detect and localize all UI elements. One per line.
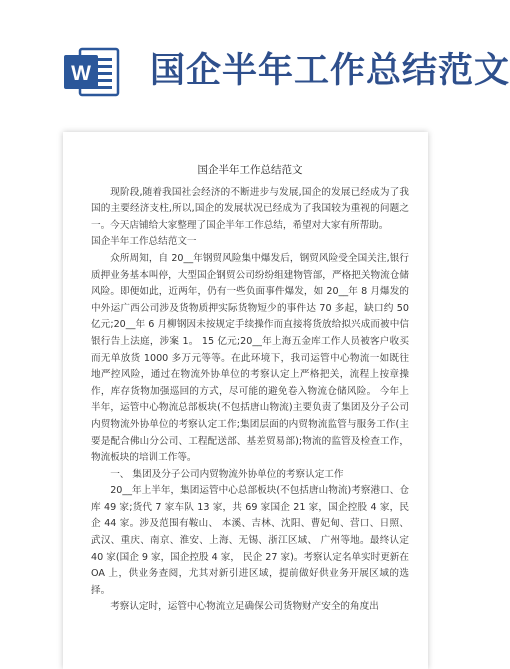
paragraph-1: 众所周知，自 20__年钢贸风险集中爆发后，钢贸风险受全国关注,银行质押业务基本叫停，大型国企钢贸公司纷纷组建物管部，严格把关物流仓储风险。即便如此，近两年，仍有一些负面事件爆发，如 20__年 8 月爆发的中外运广西公司涉及货物质押实际货物短少的事件达 70 多起，缺口约 50 亿元;20__年 6 月柳钢因未按规定手续操作而直接将货放给拟兴成而被中信银行告上法庭，涉案 1。 15 亿元;20__年上海五金库工作人员被客户收买而无单放货 1000 多万元等等。在此环境下，我司运管中心物流一如既往地严控风险，通过在物流外协单位的考察认定上严格把关，流程上按章操作，库存货物加强巡回的方式，尽可能的避免卷入物流仓储风险。 今年上半年，运管中心物流总部板块(不包括唐山物流)主要负责了集团及分子公司内贸物流外协单位的考察认定工作;集团层面的内贸物流监管与服务工作(主要是配合佛山分公司、工程配送部、基差贸易部);物流的监管及检查工作，物流板块的培训工作等。	[91, 252, 409, 464]
document-page	[63, 132, 428, 669]
banner	[0, 0, 510, 120]
heading-1: 一、 集团及分子公司内贸物流外协单位的考察认定工作	[110, 468, 344, 480]
paragraph-3: 考察认定时，运管中心物流立足确保公司货物财产安全的角度出	[110, 601, 379, 613]
intro-paragraph: 现阶段,随着我国社会经济的不断进步与发展,国企的发展已经成为了我国的主要经济支柱,所以,国企的发展状况已经成为了我国较为重视的问题之一。今天店铺给大家整理了国企半年工作总结，希望对大家有所帮助。	[91, 186, 409, 231]
document-title: 国企半年工作总结范文	[197, 164, 303, 176]
svg-text:W: W	[71, 62, 91, 85]
document-body	[91, 162, 409, 616]
word-icon	[62, 43, 120, 101]
section-title: 国企半年工作总结范文一	[91, 236, 197, 248]
banner-title: 国企半年工作总结范文	[150, 51, 510, 91]
paragraph-2: 20__年上半年，集团运管中心总部板块(不包括唐山物流)考察港口、仓库 49 家;货代 7 家车队 13 家，共 69 家国企 21 家，国企控股 4 家，民企 44 家。涉及范围有鞍山、 本溪、吉林、沈阳、曹妃甸、营口、日照、武汉、重庆、南京、淮安、上海、无锡、浙江区域、 广州等地。最终认定 40 家(国企 9 家，国企控股 4 家， 民企 27 家)。考察认定名单实时更新在 OA 上，供业务查阅，尤其对新引进区域，提前做好供业务开展区域的选择。	[91, 485, 409, 596]
